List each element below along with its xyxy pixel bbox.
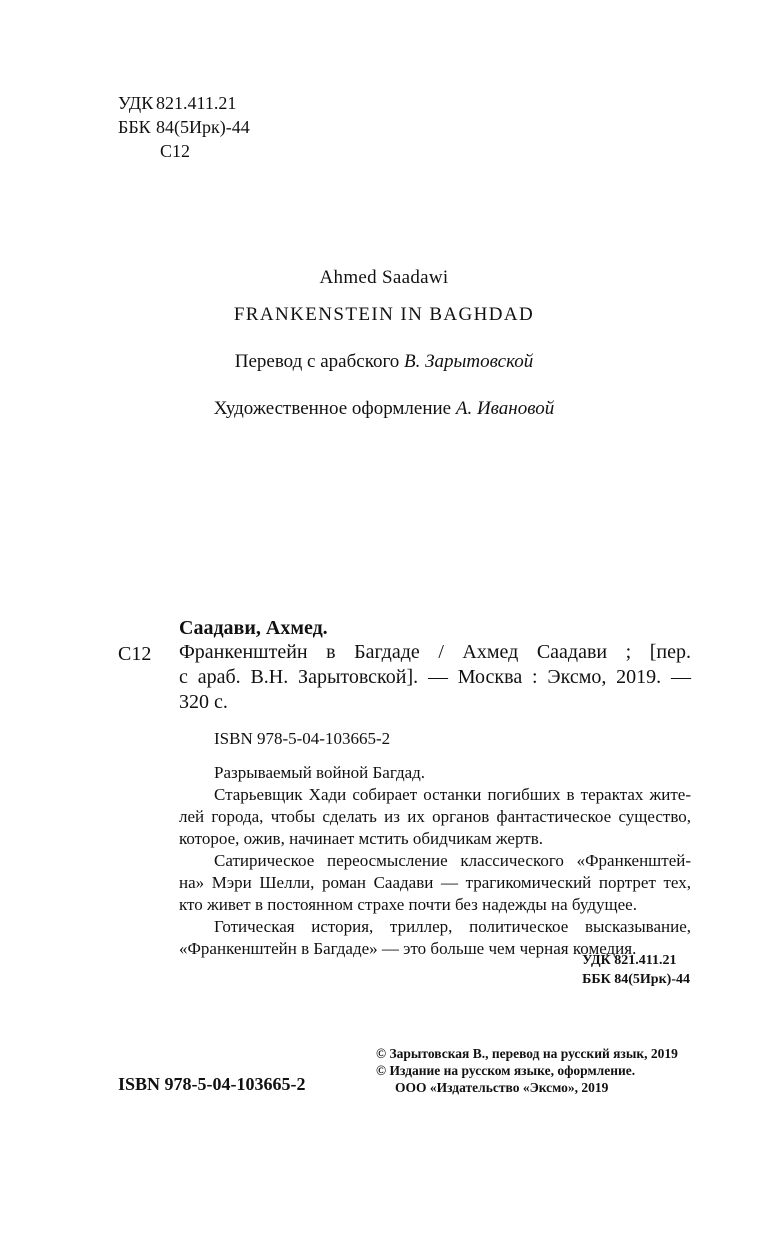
author-code: С12 (160, 141, 191, 161)
isbn-bottom: ISBN 978-5-04-103665-2 (118, 1074, 306, 1094)
translation-credit (0, 351, 768, 373)
copyright-line: © Издание на русском языке, оформление. (376, 1063, 636, 1078)
design-prefix: Художественное оформление (213, 398, 452, 419)
author-english: Ahmed Saadawi (319, 267, 449, 288)
description-line: Франкенштейн в Багдаде / Ахмед Саадави ; [пер. (179, 641, 691, 663)
bbk-label: ББК (118, 117, 151, 137)
bibliographic-author-heading: Саадави, Ахмед. (179, 617, 328, 639)
annotation-line: которое, ожив, начинает мстить обидчикам жертв. (179, 829, 543, 848)
annotation-line: Готическая история, триллер, политическое высказывание, (214, 917, 691, 936)
bbk-value: 84(5Ирк)-44 (156, 117, 250, 137)
udk-row (118, 91, 250, 115)
copyright-line: ООО «Издательство «Эксмо», 2019 (395, 1080, 609, 1095)
annotation-line: «Франкенштейн в Багдаде» — это больше чем черная комедия. (179, 939, 637, 958)
isbn-line: ISBN 978-5-04-103665-2 (214, 729, 391, 748)
annotation-line: на» Мэри Шелли, роман Саадави — трагикомический портрет тех, (179, 873, 691, 892)
title-english: FRANKENSTEIN IN BAGHDAD (233, 304, 535, 325)
design-credit (0, 398, 768, 420)
catalog-codes-header (118, 91, 250, 163)
udk-label: УДК (118, 93, 154, 113)
udk-value: 821.411.21 (156, 93, 237, 113)
annotation-line: Старьевщик Хади собирает останки погибших в терактах жите- (214, 785, 691, 804)
bibliographic-description (179, 640, 691, 715)
annotation (179, 762, 691, 960)
annotation-line: Разрываемый войной Багдад. (214, 763, 426, 782)
translation-prefix: Перевод с арабского (234, 351, 400, 372)
bibliographic-author-code: С12 (118, 643, 152, 665)
annotation-line: кто живет в постоянном страхе почти без надежды на будущее. (179, 895, 637, 914)
copyright-notice (376, 1045, 678, 1096)
annotation-line: Сатирическое переосмысление классического «Франкенштей- (214, 851, 691, 870)
bbk-row (118, 115, 250, 139)
designer-name: А. Ивановой (455, 398, 555, 419)
bbk-code: ББК 84(5Ирк)-44 (582, 972, 690, 987)
description-line: 320 с. (179, 691, 228, 713)
annotation-line: лей города, чтобы сделать из их органов фантастическое существо, (179, 807, 691, 826)
translator-name: В. Зарытовской (404, 351, 534, 372)
copyright-line: © Зарытовская В., перевод на русский язык, 2019 (376, 1046, 678, 1061)
classification-codes (582, 951, 690, 989)
udk-code: УДК 821.411.21 (582, 953, 677, 968)
description-line: с араб. В.Н. Зарытовской]. — Москва : Эксмо, 2019. — (179, 666, 691, 688)
